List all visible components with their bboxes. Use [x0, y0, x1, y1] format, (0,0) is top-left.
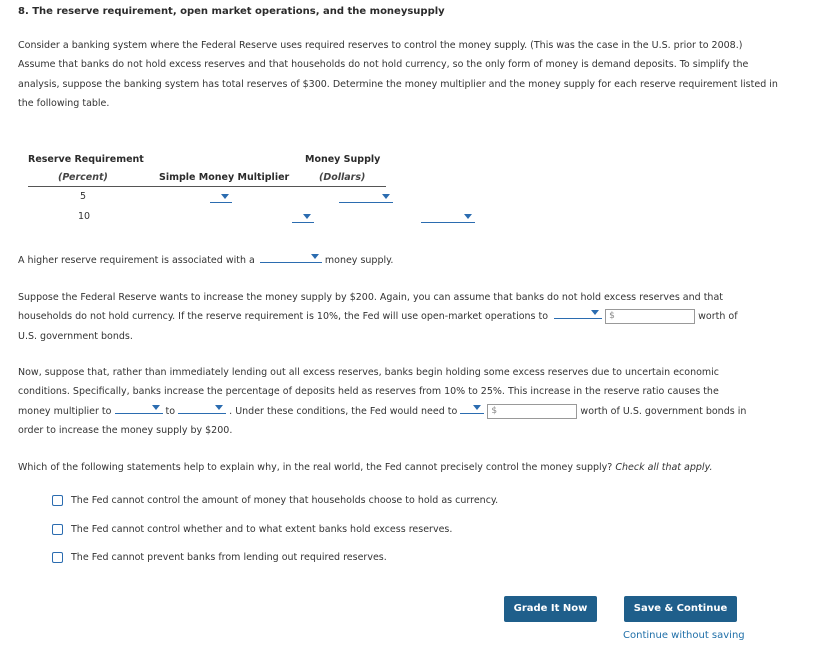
table-row-reserve: 10	[78, 211, 91, 222]
chevron-down-icon	[221, 194, 229, 199]
part3-worth: worth of U.S. government	[580, 405, 703, 417]
multiplier-dropdown-row1[interactable]	[210, 191, 232, 203]
chevron-down-icon	[591, 310, 599, 315]
col-reserve-sub: (Percent)	[58, 172, 108, 183]
sentence1-after: money supply.	[324, 255, 394, 266]
multiplier-to-dropdown[interactable]	[178, 402, 226, 414]
save-continue-button[interactable]: Save & Continue	[624, 596, 737, 622]
open-market-paragraph	[18, 288, 753, 346]
excess-reserves-paragraph	[18, 363, 753, 441]
checkbox-option[interactable]	[52, 524, 452, 535]
question-title: 8. The reserve requirement, open market operations, and the moneysupply	[18, 6, 445, 17]
checkbox-label: The Fed cannot prevent banks from lending out required reserves.	[71, 552, 387, 563]
chevron-down-icon	[382, 194, 390, 199]
chevron-down-icon	[152, 405, 160, 410]
intro-paragraph: Consider a banking system where the Federal Reserve uses required reserves to control the money supply. (This was the case in the U.S. prior to 2008.) Assume that banks do not hold excess reserves and that households do not hold currency, so the only form of money is demand deposits. To simplify the analysis, suppose the banking system has total reserves of $300. Determine the money multiplier and the money supply for each reserve requirement listed in the following table.	[18, 40, 778, 110]
continue-without-saving-link[interactable]: Continue without saving	[623, 630, 745, 641]
col-reserve-header: Reserve Requirement	[28, 154, 144, 165]
checkbox-option[interactable]	[52, 552, 387, 563]
money-supply-dropdown-row2[interactable]	[421, 211, 475, 223]
part4-question: Which of the following statements help to explain why, in the real world, the Fed cannot precisely control the money supply?	[18, 462, 613, 473]
check-all-question	[18, 462, 712, 473]
higher-reserve-sentence	[18, 251, 393, 266]
money-supply-dropdown-row1[interactable]	[339, 191, 393, 203]
part2-bonds: of U.S. government bonds.	[18, 311, 738, 342]
checkbox-option[interactable]	[52, 495, 498, 506]
chevron-down-icon	[303, 214, 311, 219]
sentence1-before: A higher reserve requirement is associated with a	[18, 255, 255, 266]
table-header-divider	[28, 186, 386, 187]
chevron-down-icon	[473, 405, 481, 410]
fed-action-dropdown[interactable]	[460, 402, 484, 414]
fed-bond-amount-input[interactable]: $	[487, 404, 577, 419]
col-money-header: Money Supply	[305, 154, 381, 165]
table-row-reserve: 5	[80, 191, 87, 202]
chevron-down-icon	[311, 254, 319, 259]
checkbox-icon[interactable]	[52, 524, 63, 535]
part2-worth: worth	[698, 311, 726, 323]
chevron-down-icon	[464, 214, 472, 219]
col-multiplier-header: Simple Money Multiplier	[159, 172, 290, 183]
checkbox-label: The Fed cannot control whether and to what extent banks hold excess reserves.	[71, 524, 453, 535]
money-supply-direction-dropdown[interactable]	[260, 251, 322, 263]
multiplier-dropdown-row2[interactable]	[292, 211, 314, 223]
part3-text: Now, suppose that, rather than immediately lending out all excess reserves, banks begin holding some excess reserves due to uncertain economic conditions. Specifically, banks increase the percentage of deposits held as reserves from 10% to 25%. This increase in the reserve ratio causes the money multiplier to	[18, 367, 720, 417]
checkbox-icon[interactable]	[52, 552, 63, 563]
col-money-sub: (Dollars)	[319, 172, 366, 183]
grade-it-now-button[interactable]: Grade It Now	[504, 596, 597, 622]
part3-to: to	[165, 405, 176, 417]
checkbox-icon[interactable]	[52, 495, 63, 506]
part4-instruction: Check all that apply.	[615, 462, 713, 473]
open-market-action-dropdown[interactable]	[554, 307, 602, 319]
part2-text: Suppose the Federal Reserve wants to increase the money supply by $200. Again, you can assume that banks do not hold excess reserves and that households do not hold currency. If the reserve requirement is 10%, the Fed will use open-market operations to	[18, 292, 723, 323]
checkbox-label: The Fed cannot control the amount of money that households choose to hold as currency.	[71, 495, 499, 506]
chevron-down-icon	[215, 405, 223, 410]
part3-bonds: bonds in order to increase the money supply by $200.	[18, 405, 747, 437]
part3-conditions: . Under these conditions, the Fed would need to	[229, 405, 458, 417]
bond-amount-input[interactable]: $	[605, 309, 695, 324]
multiplier-from-dropdown[interactable]	[115, 402, 163, 414]
